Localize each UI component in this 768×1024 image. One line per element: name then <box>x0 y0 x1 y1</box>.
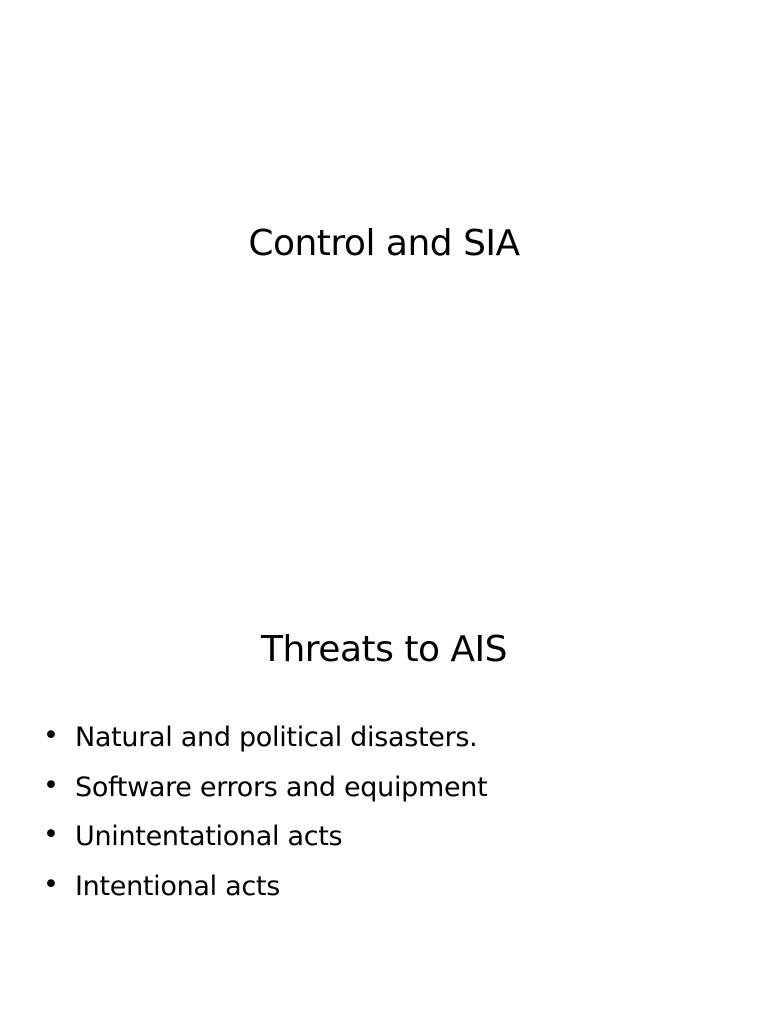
bullet-item <box>43 766 487 816</box>
bullet-item <box>43 865 487 915</box>
bullet-icon: • <box>43 868 59 900</box>
bullet-item <box>43 815 487 865</box>
bullet-icon: • <box>43 769 59 801</box>
slide-threats-to-ais <box>0 512 768 1024</box>
bullet-icon: • <box>43 819 59 850</box>
bullet-text: Natural and political disasters. <box>75 722 478 753</box>
bullet-text: Software errors and equipment <box>75 771 488 803</box>
slide-title: Control and SIA <box>248 223 520 264</box>
bullet-icon: • <box>43 720 59 751</box>
bullet-list <box>43 716 487 914</box>
bullet-text: Intentional acts <box>75 870 280 902</box>
bullet-item <box>43 716 487 766</box>
bullet-text: Unintentational acts <box>75 821 343 852</box>
slide-title: Threats to AIS <box>260 629 508 670</box>
